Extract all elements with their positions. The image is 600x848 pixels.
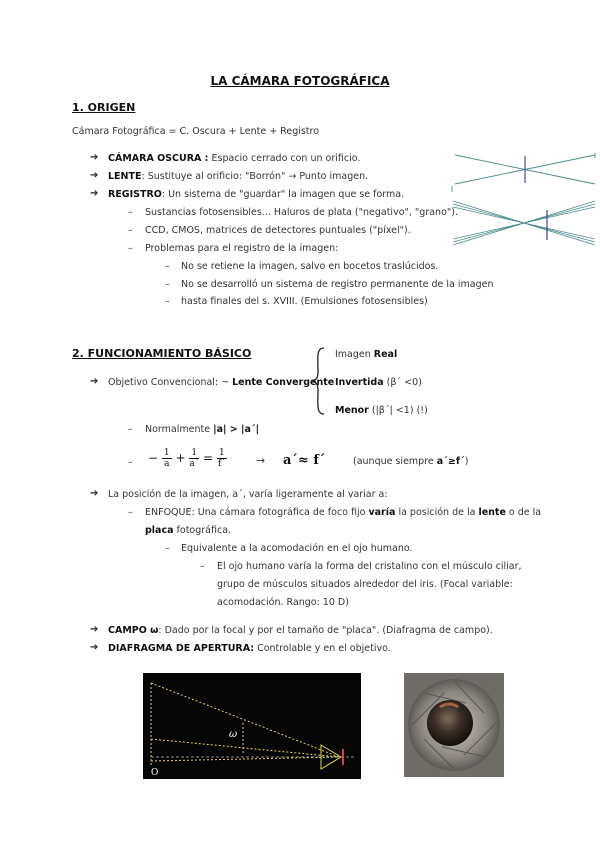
brace-item-invertida: Invertida (β´ <0) bbox=[335, 377, 422, 388]
dash-bullet: – bbox=[165, 279, 170, 290]
arrow-bullet-icon: ➔ bbox=[90, 170, 99, 181]
field-of-view-diagram bbox=[143, 673, 361, 779]
dash-bullet: – bbox=[128, 243, 133, 254]
diafragma-line: DIAFRAGMA DE APERTURA: Controlable y en el objetivo. bbox=[108, 643, 391, 654]
ojo-line2: grupo de músculos situados alrededor del iris. (Focal variable: bbox=[217, 579, 513, 590]
dash-bullet: – bbox=[128, 225, 133, 236]
sub-no-desarrollo: No se desarrolló un sistema de registro permanente de la imagen bbox=[181, 279, 494, 290]
brace-item-real: Imagen Real bbox=[335, 349, 398, 360]
dash-bullet: – bbox=[200, 561, 205, 572]
dash-bullet: – bbox=[165, 296, 170, 307]
arrow-bullet-icon: ➔ bbox=[90, 642, 99, 653]
sub-ccd: CCD, CMOS, matrices de detectores puntuales ("píxel"). bbox=[145, 225, 411, 236]
dash-bullet: – bbox=[165, 543, 170, 554]
dash-bullet: – bbox=[128, 424, 133, 435]
dash-bullet: – bbox=[165, 261, 170, 272]
bullet-lente: LENTE: Sustituye al orificio: "Borrón" → Punto imagen. bbox=[108, 171, 369, 182]
objetivo-convencional: Objetivo Convencional: ~ Lente Convergente bbox=[108, 377, 335, 388]
dash-bullet: – bbox=[128, 507, 133, 518]
arrow-bullet-icon: ➔ bbox=[90, 624, 99, 635]
equation-arrow: → bbox=[256, 454, 266, 467]
sub-sustancias: Sustancias fotosensibles... Haluros de plata ("negativo", "grano"). bbox=[145, 207, 458, 218]
arrow-bullet-icon: ➔ bbox=[90, 188, 99, 199]
enfoque-line2: placa fotográfica. bbox=[145, 525, 232, 536]
sub-no-retiene: No se retiene la imagen, salvo en bocetos traslúcidos. bbox=[181, 261, 439, 272]
equation-note: (aunque siempre a´≥f´) bbox=[353, 456, 469, 467]
lens-rays bbox=[453, 201, 595, 245]
equivalente-line: Equivalente a la acomodación en el ojo humano. bbox=[181, 543, 413, 554]
arrow-bullet-icon: ➔ bbox=[90, 376, 99, 387]
arrow-bullet-icon: ➔ bbox=[90, 488, 99, 499]
sub-problemas: Problemas para el registro de la imagen: bbox=[145, 243, 339, 254]
section-2-heading: 2. FUNCIONAMIENTO BÁSICO bbox=[72, 347, 252, 360]
brace-item-menor: Menor (|β´| <1) (!) bbox=[335, 405, 428, 416]
dash-bullet: – bbox=[128, 457, 133, 468]
enfoque-line1: ENFOQUE: Una cámara fotográfica de foco fijo varía la posición de la lente o de la bbox=[145, 507, 542, 518]
section-1-heading: 1. ORIGEN bbox=[72, 101, 136, 114]
ray-diagram bbox=[450, 148, 600, 256]
normalmente-line: Normalmente |a| > |a´| bbox=[145, 424, 260, 435]
ojo-line3: acomodación. Rango: 10 D) bbox=[217, 597, 349, 608]
bullet-registro: REGISTRO: Un sistema de "guardar" la imagen que se forma. bbox=[108, 189, 405, 200]
pinhole-rays bbox=[452, 153, 595, 192]
curly-brace bbox=[310, 346, 328, 416]
bullet-camara-oscura: CÁMARA OSCURA : Espacio cerrado con un orificio. bbox=[108, 153, 361, 164]
page-title: LA CÁMARA FOTOGRÁFICA bbox=[210, 74, 390, 88]
approx-result: a´≈ f´ bbox=[283, 453, 326, 468]
arrow-bullet-icon: ➔ bbox=[90, 152, 99, 163]
posicion-imagen: La posición de la imagen, a´, varía ligeramente al variar a: bbox=[108, 489, 388, 500]
ojo-line1: El ojo humano varía la forma del cristalino con el músculo ciliar, bbox=[217, 561, 522, 572]
aperture-photo bbox=[404, 673, 504, 777]
omega-label: ω bbox=[229, 729, 238, 740]
sub-hasta-finales: hasta finales del s. XVIII. (Emulsiones fotosensibles) bbox=[181, 296, 428, 307]
lens-equation: − $\frac{1}{a}$ + $\frac{1}{a´}$ = $\frac{1}{f´}$ bbox=[148, 448, 226, 469]
dash-bullet: – bbox=[128, 207, 133, 218]
campo-line: CAMPO ω: Dado por la focal y por el tamaño de "placa". (Diafragma de campo). bbox=[108, 625, 493, 636]
origin-intro: Cámara Fotográfica = C. Oscura + Lente + Registro bbox=[72, 126, 320, 137]
origin-label: O bbox=[151, 768, 159, 778]
